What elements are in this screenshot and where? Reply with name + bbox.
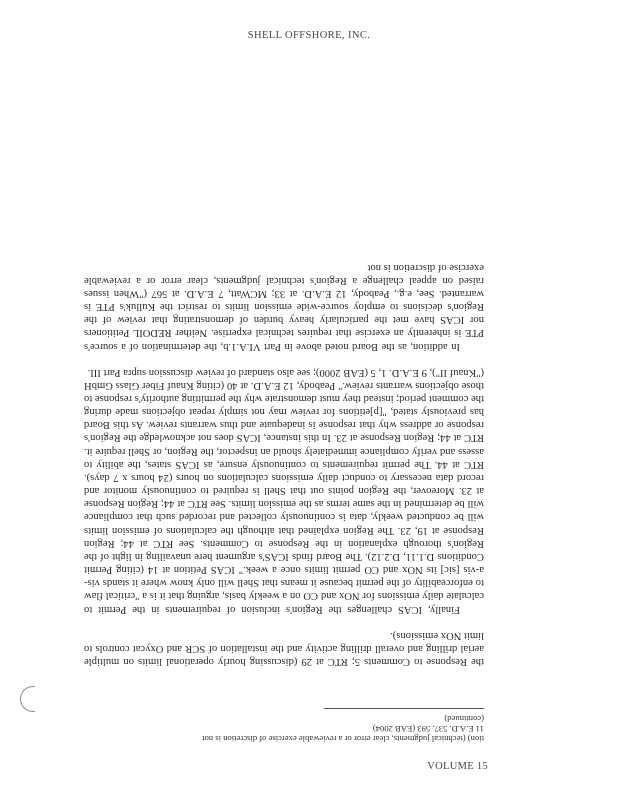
- footnote-line: 11 E.A.D. 537, 593 (EAB 2004): [372, 723, 484, 734]
- margin-bracket-mark: [20, 686, 35, 712]
- body-paragraph: In addition, as the Board noted above in Part VI.A.1.b, the determination of a source's PTE is inherently an exercise that requires technical expertise. Neither REDOIL Petitioners nor ICAS have met the particularly heavy burden of demonstrating that review of the Region's decisions to employ source-wide emission limits to restrict the Kulluk's PTE is warranted. See, e.g., Peabody, 12 E.A.D. at 33; MCWatt, 7 E.A.D. at 567 ("When issues raised on appeal challenge a Region's technical judgments, clear error or a reviewable exercise of discretion is not: [84, 261, 484, 352]
- footnote-rule: [324, 708, 484, 709]
- footnote-line: tion) (technical judgments, clear error or a reviewable exercise of discretion is not: [202, 734, 484, 744]
- running-header: SHELL OFFSHORE, INC.: [247, 30, 371, 41]
- volume-number: VOLUME 15: [427, 761, 488, 772]
- body-paragraph: Finally, ICAS challenges the Region's inclusion of requirements in the Permit to calculate daily emissions for NOx and CO on a weekly basis, arguing that it is a "critical flaw to enforceability of the permit because it means that Shell will only know where it stands vis-a-vis [sic] its NOx and CO permit limits once a week." ICAS Petition at 14 (citing Permit Conditions D.1.11, D.2.12). The Board finds ICAS's argument here unavailing in light of the Region's thorough explanation in the Response to Comments. See RTC at 44; Region Response at 19, 23. The Region explained that although the calculations of emission limits will be conducted weekly, data is continuously collected and recorded such that compliance will be determined in the same terms as the emission limits. See RTC at 44; Region Response at 23. Moreover, the Region points out that Shell is required to continuously monitor and record data necessary to conduct daily emissions calculations on hours (24 hours x 7 days). RTC at 44. The permit requirements to continuously ensure, as ICAS states, the ability to assess and verify compliance immediately should an inspector, the Region, or Shell require it. RTC at 44; Region Response at 23. In this instance, ICAS does not acknowledge the Region's response or address why that response is inadequate and thus warrants review. As this Board has previously stated, "[p]etitions for review may not simply repeat objections made during the comment period; instead they must demonstrate why the permitting authority's response to those objections warrants review." Peabody, 12 E.A.D. at 40 (citing Knauf Fiber Glass GmbH ("Knauf II"), 9 E.A.D. 1, 5 (EAB 2000); see also standard of review discussion supra Part III.: [84, 366, 484, 615]
- body-text: [84, 260, 484, 668]
- body-paragraph: the Response to Comments 5; RTC at 29 (discussing hourly operational limits on multiple aerial drilling and overall drilling activity and the installation of SCR and Oxycat controls to limit NOx emissions).: [84, 629, 484, 667]
- upside-down-text-block: [84, 62, 484, 744]
- footnote-block: [84, 708, 484, 744]
- footnote-line: (continued): [444, 713, 484, 724]
